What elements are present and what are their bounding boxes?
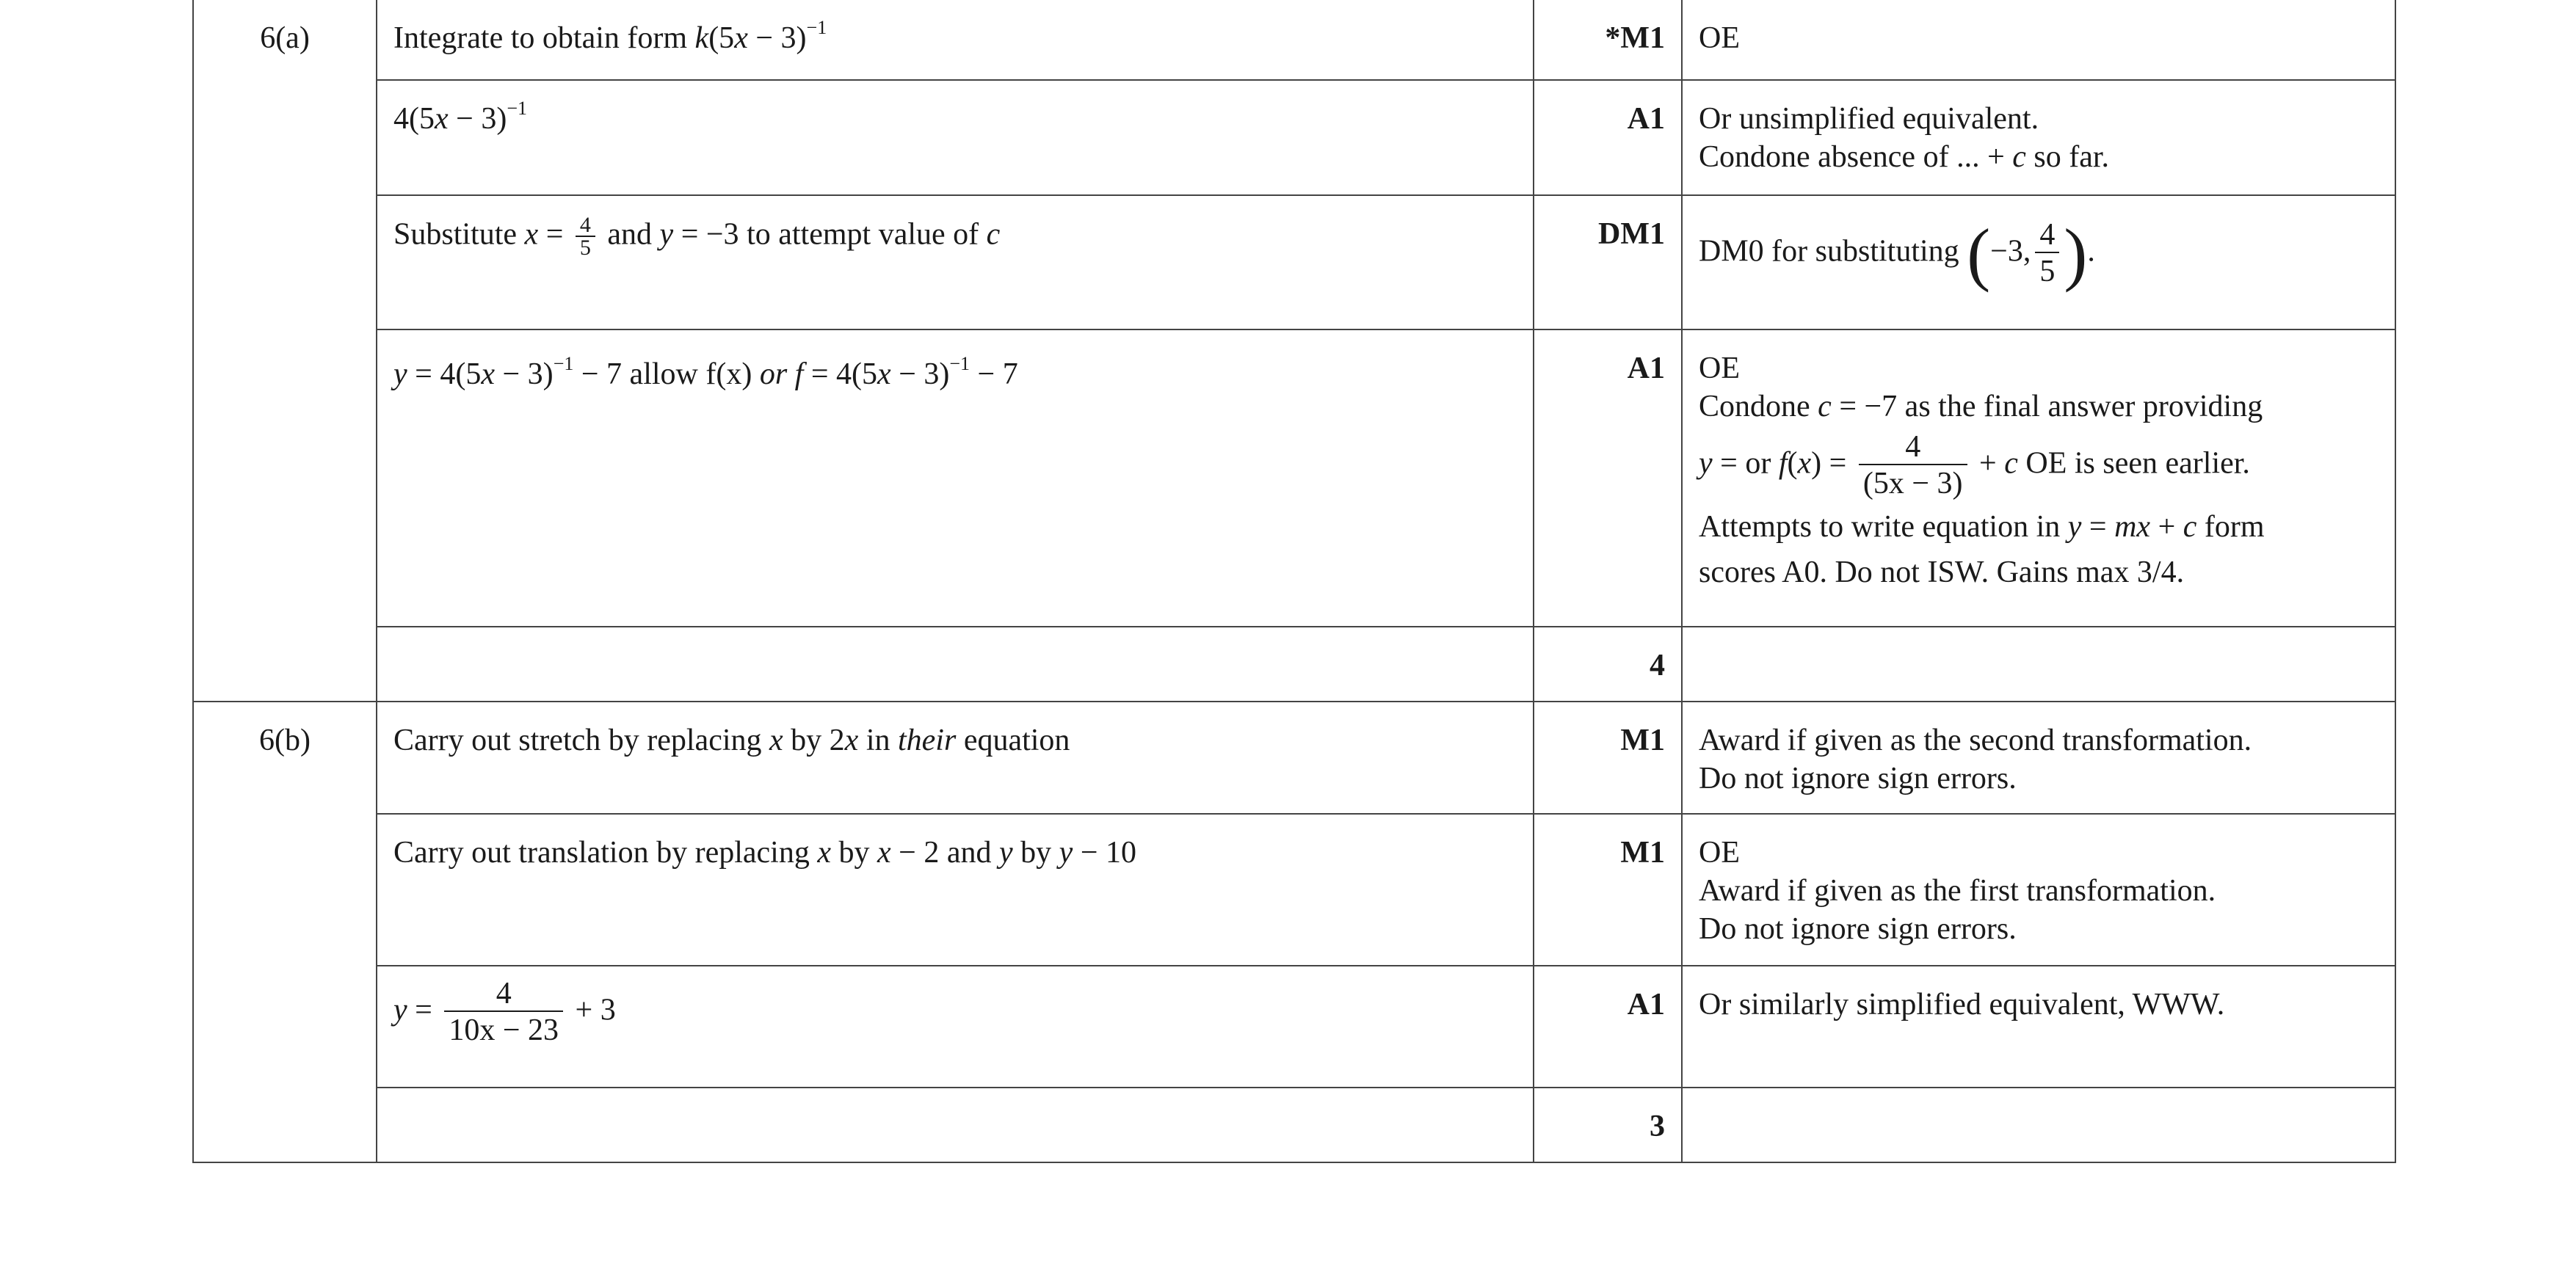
mark-cell: A1 <box>1534 329 1682 627</box>
guidance-cell: Award if given as the second transformation. Do not ignore sign errors. <box>1682 702 2395 814</box>
mark-cell: M1 <box>1534 814 1682 966</box>
table-row <box>193 195 2395 329</box>
mark-cell: *M1 <box>1534 0 1682 80</box>
answer-cell <box>377 627 1534 702</box>
total-marks: 4 <box>1534 627 1682 702</box>
total-row <box>193 627 2395 702</box>
answer-cell: Substitute x = $\frac{4}{5}$ and y = −3 to attempt value of c <box>377 195 1534 329</box>
total-marks: 3 <box>1534 1088 1682 1162</box>
guidance-cell <box>1682 1088 2395 1162</box>
table-row <box>193 702 2395 814</box>
fraction: $\frac{4}{5}$ <box>576 215 595 259</box>
total-row <box>193 1088 2395 1162</box>
guidance-cell: Or unsimplified equivalent. Condone absence of ... + c so far. <box>1682 80 2395 195</box>
answer-cell: Integrate to obtain form $k(5x - 3)^{-1}$ <box>377 0 1534 80</box>
answer-cell: Carry out translation by replacing x by x − 2 and y by y − 10 <box>377 814 1534 966</box>
table-row <box>193 814 2395 966</box>
guidance-cell: OE Condone c = −7 as the final answer providing y = or f(x) = $\frac{4}{(5x - 3)}$ + c OE is seen earlier. Attempts to write equation in y = mx + c form scores A0. Do not ISW. Gains max 3/4. <box>1682 329 2395 627</box>
mark-cell: A1 <box>1534 966 1682 1088</box>
fraction: $\frac{4}{5}$ <box>2035 218 2059 290</box>
fraction: $\frac{4}{10x - 23}$ <box>444 977 563 1049</box>
mark-cell: M1 <box>1534 702 1682 814</box>
mark-scheme-table <box>192 0 2396 1163</box>
mark-cell: DM1 <box>1534 195 1682 329</box>
guidance-cell <box>1682 627 2395 702</box>
mark-cell: A1 <box>1534 80 1682 195</box>
answer-cell: Carry out stretch by replacing x by 2x in their equation <box>377 702 1534 814</box>
table-row <box>193 966 2395 1088</box>
fraction: $\frac{4}{(5x - 3)}$ <box>1859 430 1967 502</box>
guidance-cell: DM0 for substituting (−3, $\frac{4}{5}$ ). <box>1682 195 2395 329</box>
answer-cell: y = $\frac{4}{10x - 23}$ + 3 <box>377 966 1534 1088</box>
answer-cell: $y = 4(5x - 3)^{-1} - 7$ allow f(x) or $f = 4(5x - 3)^{-1} - 7$ <box>377 329 1534 627</box>
answer-cell: $4(5x - 3)^{-1}$ <box>377 80 1534 195</box>
mark-scheme-sheet <box>192 0 2395 1218</box>
question-number: 6(b) <box>193 702 377 1162</box>
answer-cell <box>377 1088 1534 1162</box>
guidance-cell: Or similarly simplified equivalent, WWW. <box>1682 966 2395 1088</box>
table-row <box>193 80 2395 195</box>
table-row <box>193 0 2395 80</box>
question-number: 6(a) <box>193 0 377 702</box>
guidance-cell: OE Award if given as the first transformation. Do not ignore sign errors. <box>1682 814 2395 966</box>
guidance-cell: OE <box>1682 0 2395 80</box>
table-row <box>193 329 2395 627</box>
